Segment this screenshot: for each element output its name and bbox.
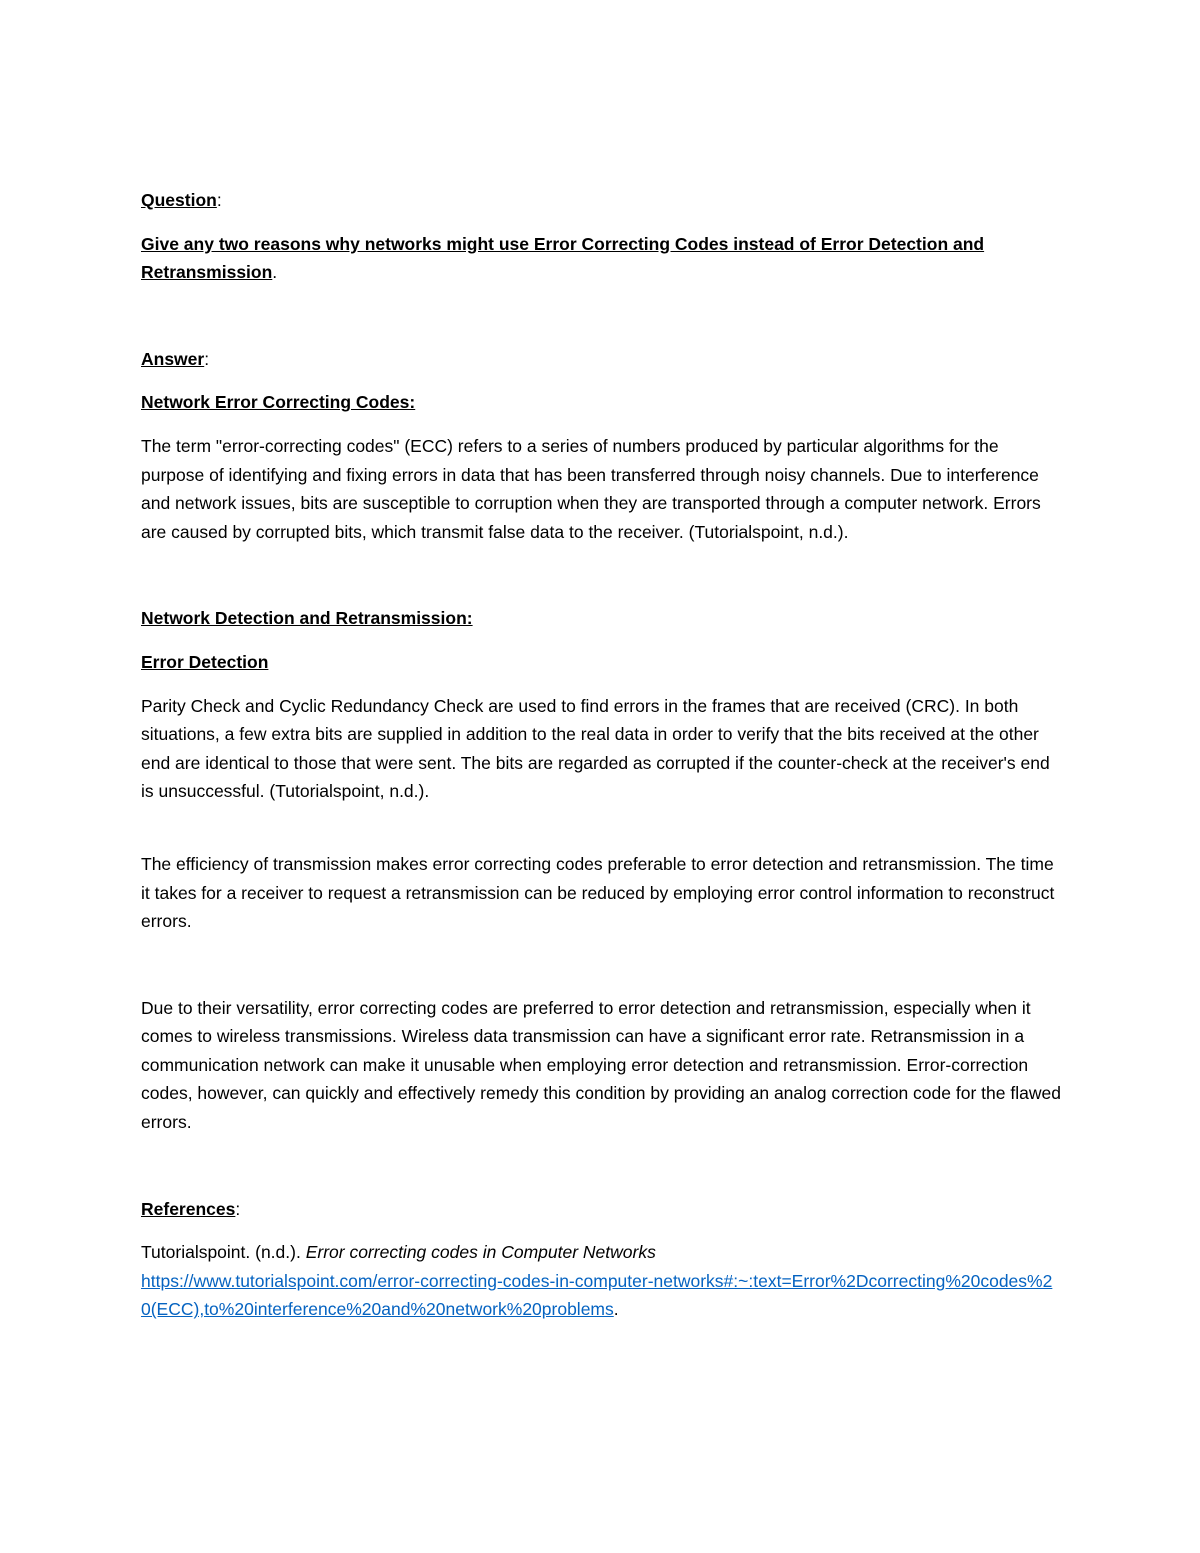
reference-title: Error correcting codes in Computer Networks — [305, 1242, 656, 1263]
question-text: Give any two reasons why networks might use Error Correcting Codes instead of Error Detection and Retransmission — [141, 233, 985, 283]
efficiency-paragraph: The efficiency of transmission makes error correcting codes preferable to error detection and retransmission. The time it takes for a receiver to request a retransmission can be reduced by employing error control information to reconstruct errors. — [141, 853, 1055, 932]
question-colon: : — [216, 190, 222, 210]
question-heading: Question — [141, 190, 217, 210]
references-colon: : — [235, 1198, 241, 1219]
question-period: . — [272, 262, 278, 283]
reference-link[interactable]: https://www.tutorialspoint.com/error-correcting-codes-in-computer-networks#:~:text=Error%2Dcorrecting%20codes%20(ECC),to%20interference%20and%20network%20problems — [141, 1270, 1053, 1320]
versatility-paragraph: Due to their versatility, error correcting codes are preferred to error detection and retransmission, especially when it comes to wireless transmissions. Wireless data transmission can have a significant error rate. Retransmission in a communication network can make it unusable when employing error detection and retransmission. Error-correction codes, however, can quickly and effectively remedy this condition by providing an analog correction code for the flawed errors. — [141, 997, 1061, 1133]
document-page — [141, 186, 1061, 1324]
question-heading-line — [141, 186, 1061, 215]
error-detection-paragraph: Parity Check and Cyclic Redundancy Check are used to find errors in the frames that are received (CRC). In both situations, a few extra bits are supplied in addition to the real data in order to verify that the bits received at the other end are identical to those that were sent. The bits are regarded as corrupted if the counter-check at the receiver's end is unsuccessful. (Tutorialspoint, n.d.). — [141, 695, 1050, 802]
answer-colon: : — [204, 348, 210, 369]
detection-heading: Network Detection and Retransmission: — [141, 608, 473, 629]
reference-author: Tutorialspoint. (n.d.). — [141, 1242, 306, 1263]
ecc-heading: Network Error Correcting Codes: — [141, 392, 416, 413]
reference-entry — [141, 1238, 1061, 1324]
reference-period: . — [613, 1299, 619, 1320]
ecc-paragraph: The term "error-correcting codes" (ECC) refers to a series of numbers produced by particular algorithms for the purpose of identifying and fixing errors in data that has been transferred through noisy channels. Due to interference and network issues, bits are susceptible to corruption when they are transported through a computer network. Errors are caused by corrupted bits, which transmit false data to the receiver. (Tutorialspoint, n.d.). — [141, 435, 1041, 542]
question-line — [141, 230, 1061, 287]
references-heading-line — [141, 1195, 1061, 1224]
error-detection-subheading: Error Detection — [141, 651, 269, 672]
references-heading: References — [141, 1198, 236, 1219]
answer-heading-line — [141, 345, 1061, 374]
answer-heading: Answer — [141, 348, 205, 369]
